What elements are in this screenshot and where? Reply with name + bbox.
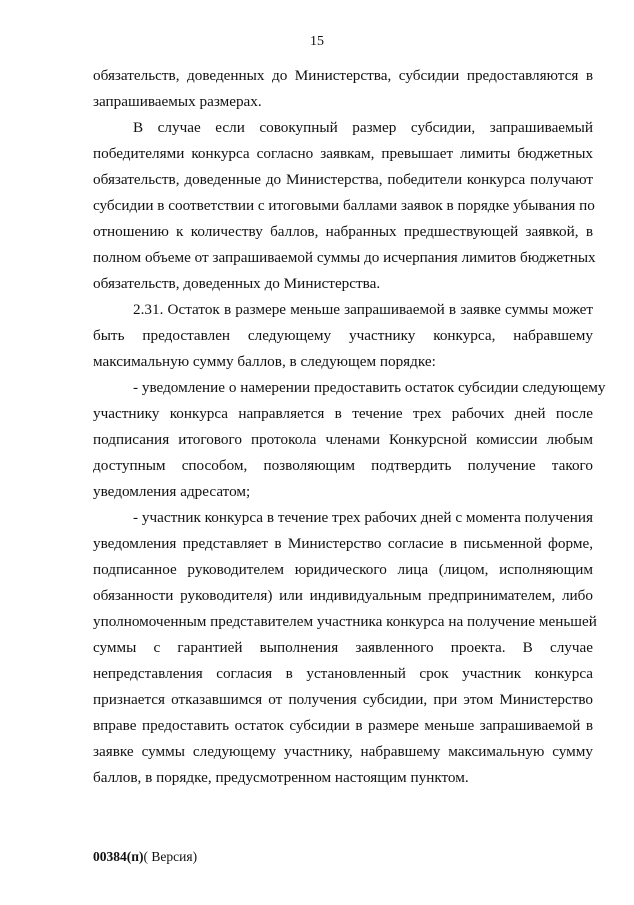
text-line: - участник конкурса в течение трех рабочих дней с момента получения (133, 509, 593, 526)
text-line: - уведомление о намерении предоставить остаток субсидии следующему (133, 379, 606, 396)
text-line: доступным способом, позволяющим подтвердить получение такого (93, 457, 593, 474)
text-line: суммы с гарантией выполнения заявленного проекта. В случае (93, 639, 593, 656)
document-code: 00384(п) (93, 849, 144, 864)
text-line: обязательств, доведенные до Министерства, победители конкурса получают (93, 171, 593, 188)
text-line: В случае если совокупный размер субсидии, запрашиваемый (133, 119, 593, 136)
text-line: обязанности руководителя) или индивидуальным предпринимателем, либо (93, 587, 593, 604)
text-line: запрашиваемых размерах. (93, 93, 262, 110)
text-line: 2.31. Остаток в размере меньше запрашиваемой в заявке суммы может (133, 301, 593, 318)
text-line: подписания итогового протокола членами Конкурсной комиссии любым (93, 431, 593, 448)
text-line: отношению к количеству баллов, набранных предшествующей заявкой, в (93, 223, 593, 240)
text-line: непредставления согласия в установленный срок участник конкурса (93, 665, 593, 682)
document-footer (93, 849, 197, 865)
text-line: баллов, в порядке, предусмотренном настоящим пунктом. (93, 769, 469, 786)
document-version: ( Версия) (143, 849, 198, 864)
text-line: заявке суммы следующему участнику, набравшему максимальную сумму (93, 743, 593, 760)
text-line: уведомления адресатом; (93, 483, 251, 500)
text-line: подписанное руководителем юридического лица (лицом, исполняющим (93, 561, 593, 578)
text-line: субсидии в соответствии с итоговыми баллами заявок в порядке убывания по (93, 197, 595, 214)
text-line: победителями конкурса согласно заявкам, превышает лимиты бюджетных (93, 145, 593, 162)
text-line: быть предоставлен следующему участнику конкурса, набравшему (93, 327, 593, 344)
document-body (93, 63, 606, 791)
text-line: вправе предоставить остаток субсидии в размере меньше запрашиваемой в (93, 717, 593, 734)
text-line: обязательств, доведенных до Министерства, субсидии предоставляются в (93, 67, 593, 84)
page-number: 15 (310, 34, 324, 49)
text-line: признается отказавшимся от получения субсидии, при этом Министерство (93, 691, 593, 708)
text-line: полном объеме от запрашиваемой суммы до исчерпания лимитов бюджетных (93, 249, 596, 266)
text-line: максимальную сумму баллов, в следующем порядке: (93, 353, 436, 370)
text-line: уведомления представляет в Министерство согласие в письменной форме, (93, 535, 593, 552)
text-line: обязательств, доведенных до Министерства. (93, 275, 381, 292)
text-line: участнику конкурса направляется в течение трех рабочих дней после (93, 405, 593, 422)
text-line: уполномоченным представителем участника конкурса на получение меньшей (93, 613, 597, 630)
